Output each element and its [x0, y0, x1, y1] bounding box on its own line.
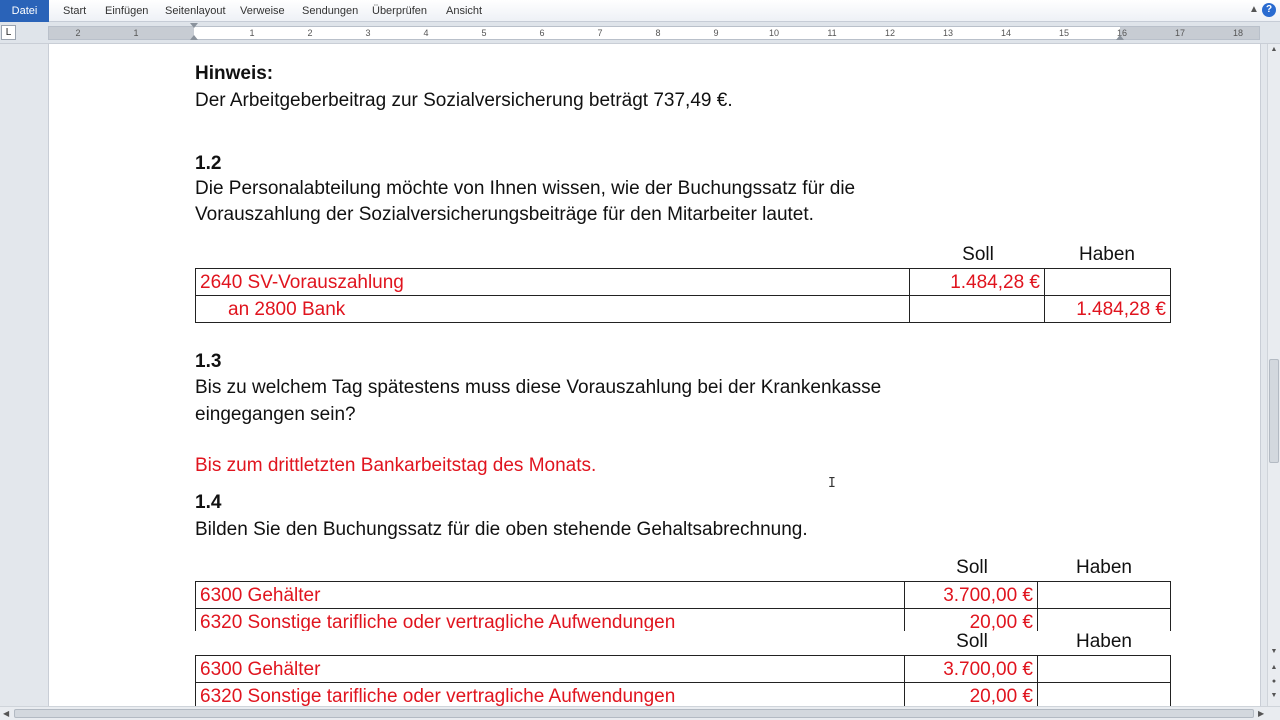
previous-page-icon[interactable]: ▲ — [1270, 664, 1278, 671]
booking-table-sv — [195, 268, 1171, 323]
ruler-number: 11 — [827, 28, 837, 38]
ruler-number: 5 — [481, 28, 487, 38]
first-line-indent-marker[interactable] — [190, 23, 198, 28]
section-1-2-line1: Die Personalabteilung möchte von Ihnen wissen, wie der Buchungssatz für die — [195, 178, 856, 199]
ruler-number: 17 — [1174, 28, 1186, 38]
horizontal-scrollbar[interactable] — [0, 706, 1280, 720]
soll-header: Soll — [956, 557, 988, 578]
ruler-number: 18 — [1232, 28, 1244, 38]
tab-ueberpruefen[interactable]: Überprüfen — [372, 5, 428, 17]
account-cell[interactable]: 6320 Sonstige tarifliche oder vertragliche Aufwendungen — [196, 683, 905, 707]
scroll-up-icon[interactable]: ▲ — [1270, 46, 1278, 53]
table-row — [196, 296, 1171, 323]
section-1-2-heading: 1.2 — [195, 153, 222, 174]
ruler-number: 10 — [768, 28, 780, 38]
section-1-4-line1: Bilden Sie den Buchungssatz für die oben stehende Gehaltsabrechnung. — [195, 519, 808, 540]
account-cell[interactable]: 6300 Gehälter — [196, 656, 905, 683]
soll-cell[interactable] — [910, 296, 1045, 323]
haben-cell[interactable] — [1045, 269, 1171, 296]
hinweis-heading: Hinweis: — [195, 63, 274, 84]
haben-cell[interactable]: 1.484,28 € — [1045, 296, 1171, 323]
vertical-scrollbar[interactable] — [1267, 44, 1280, 706]
haben-cell[interactable] — [1038, 609, 1171, 632]
select-browse-object-icon[interactable]: ● — [1271, 678, 1277, 685]
account-cell[interactable]: 2640 SV-Vorauszahlung — [196, 269, 910, 296]
ruler-number: 13 — [942, 28, 954, 38]
account-cell[interactable]: 6300 Gehälter — [196, 582, 905, 609]
table-row — [196, 683, 1171, 707]
soll-cell[interactable]: 20,00 € — [905, 609, 1038, 632]
hanging-indent-marker[interactable] — [190, 35, 198, 40]
tab-seitenlayout[interactable]: Seitenlayout — [165, 5, 226, 17]
table-row — [196, 269, 1171, 296]
help-icon[interactable]: ? — [1262, 3, 1276, 17]
section-1-3-heading: 1.3 — [195, 351, 222, 372]
booking-table-gehalt — [195, 581, 1171, 631]
soll-cell[interactable]: 3.700,00 € — [905, 656, 1038, 683]
section-1-2-line2: Vorauszahlung der Sozialversicherungsbeiträge für den Mitarbeiter lautet. — [195, 204, 814, 225]
next-page-icon[interactable]: ▼ — [1270, 692, 1278, 699]
account-cell[interactable]: 6320 Sonstige tarifliche oder vertragliche Aufwendungen — [196, 609, 905, 632]
table-row — [196, 582, 1171, 609]
ruler-number: 8 — [655, 28, 661, 38]
vertical-scroll-thumb[interactable] — [1269, 359, 1279, 463]
hinweis-text: Der Arbeitgeberbeitrag zur Sozialversicherung beträgt 737,49 €. — [195, 90, 733, 111]
table-row — [196, 609, 1171, 632]
scroll-down-icon[interactable]: ▼ — [1270, 648, 1278, 655]
tab-sendungen[interactable]: Sendungen — [302, 5, 359, 17]
haben-cell[interactable] — [1038, 656, 1171, 683]
scroll-left-icon[interactable]: ◀ — [3, 709, 10, 718]
tab-start[interactable]: Start — [63, 5, 87, 17]
ribbon-tab-bar — [0, 0, 1280, 22]
tab-einfuegen[interactable]: Einfügen — [105, 5, 149, 17]
haben-header: Haben — [1076, 631, 1132, 652]
ruler-number: 1 — [133, 28, 139, 38]
ruler-number: 14 — [1000, 28, 1012, 38]
table-row — [196, 656, 1171, 683]
right-indent-marker[interactable] — [1116, 35, 1124, 40]
ruler-number: 2 — [75, 28, 81, 38]
tab-ansicht[interactable]: Ansicht — [446, 5, 483, 17]
booking-table-gehalt-repeat — [195, 655, 1171, 706]
chevron-up-icon[interactable]: ▲ — [1249, 4, 1259, 15]
horizontal-scroll-thumb[interactable] — [14, 709, 1254, 718]
ruler-number: 1 — [249, 28, 255, 38]
ruler-number: 16 — [1116, 28, 1128, 38]
ruler-number: 15 — [1058, 28, 1070, 38]
tab-verweise[interactable]: Verweise — [240, 5, 285, 17]
ruler-number: 9 — [713, 28, 719, 38]
ruler-number: 12 — [884, 28, 896, 38]
tab-selector-button[interactable]: L — [1, 25, 16, 40]
table2-top-fragment — [49, 554, 1261, 631]
ruler-number: 7 — [597, 28, 603, 38]
text-cursor-icon: I — [828, 476, 836, 491]
section-1-3-answer: Bis zum drittletzten Bankarbeitstag des Monats. — [195, 455, 597, 476]
scroll-right-icon[interactable]: ▶ — [1258, 709, 1265, 718]
haben-cell[interactable] — [1038, 683, 1171, 707]
soll-cell[interactable]: 20,00 € — [905, 683, 1038, 707]
horizontal-ruler[interactable] — [48, 26, 1260, 40]
tab-datei[interactable]: Datei — [0, 0, 49, 22]
soll-header: Soll — [962, 244, 994, 265]
ruler-number: 3 — [365, 28, 371, 38]
ruler-row — [0, 22, 1280, 44]
section-1-4-heading: 1.4 — [195, 492, 222, 513]
soll-cell[interactable]: 3.700,00 € — [905, 582, 1038, 609]
haben-header: Haben — [1079, 244, 1135, 265]
ruler-left-margin — [49, 27, 194, 39]
ruler-number: 4 — [423, 28, 429, 38]
haben-header: Haben — [1076, 557, 1132, 578]
account-cell[interactable]: an 2800 Bank — [196, 296, 910, 323]
soll-cell[interactable]: 1.484,28 € — [910, 269, 1045, 296]
section-1-3-line2: eingegangen sein? — [195, 404, 356, 425]
ruler-number: 2 — [307, 28, 313, 38]
haben-cell[interactable] — [1038, 582, 1171, 609]
section-1-3-line1: Bis zu welchem Tag spätestens muss diese Vorauszahlung bei der Krankenkasse — [195, 377, 882, 398]
ruler-number: 6 — [539, 28, 545, 38]
soll-header: Soll — [956, 631, 988, 652]
document-page[interactable] — [48, 44, 1261, 706]
